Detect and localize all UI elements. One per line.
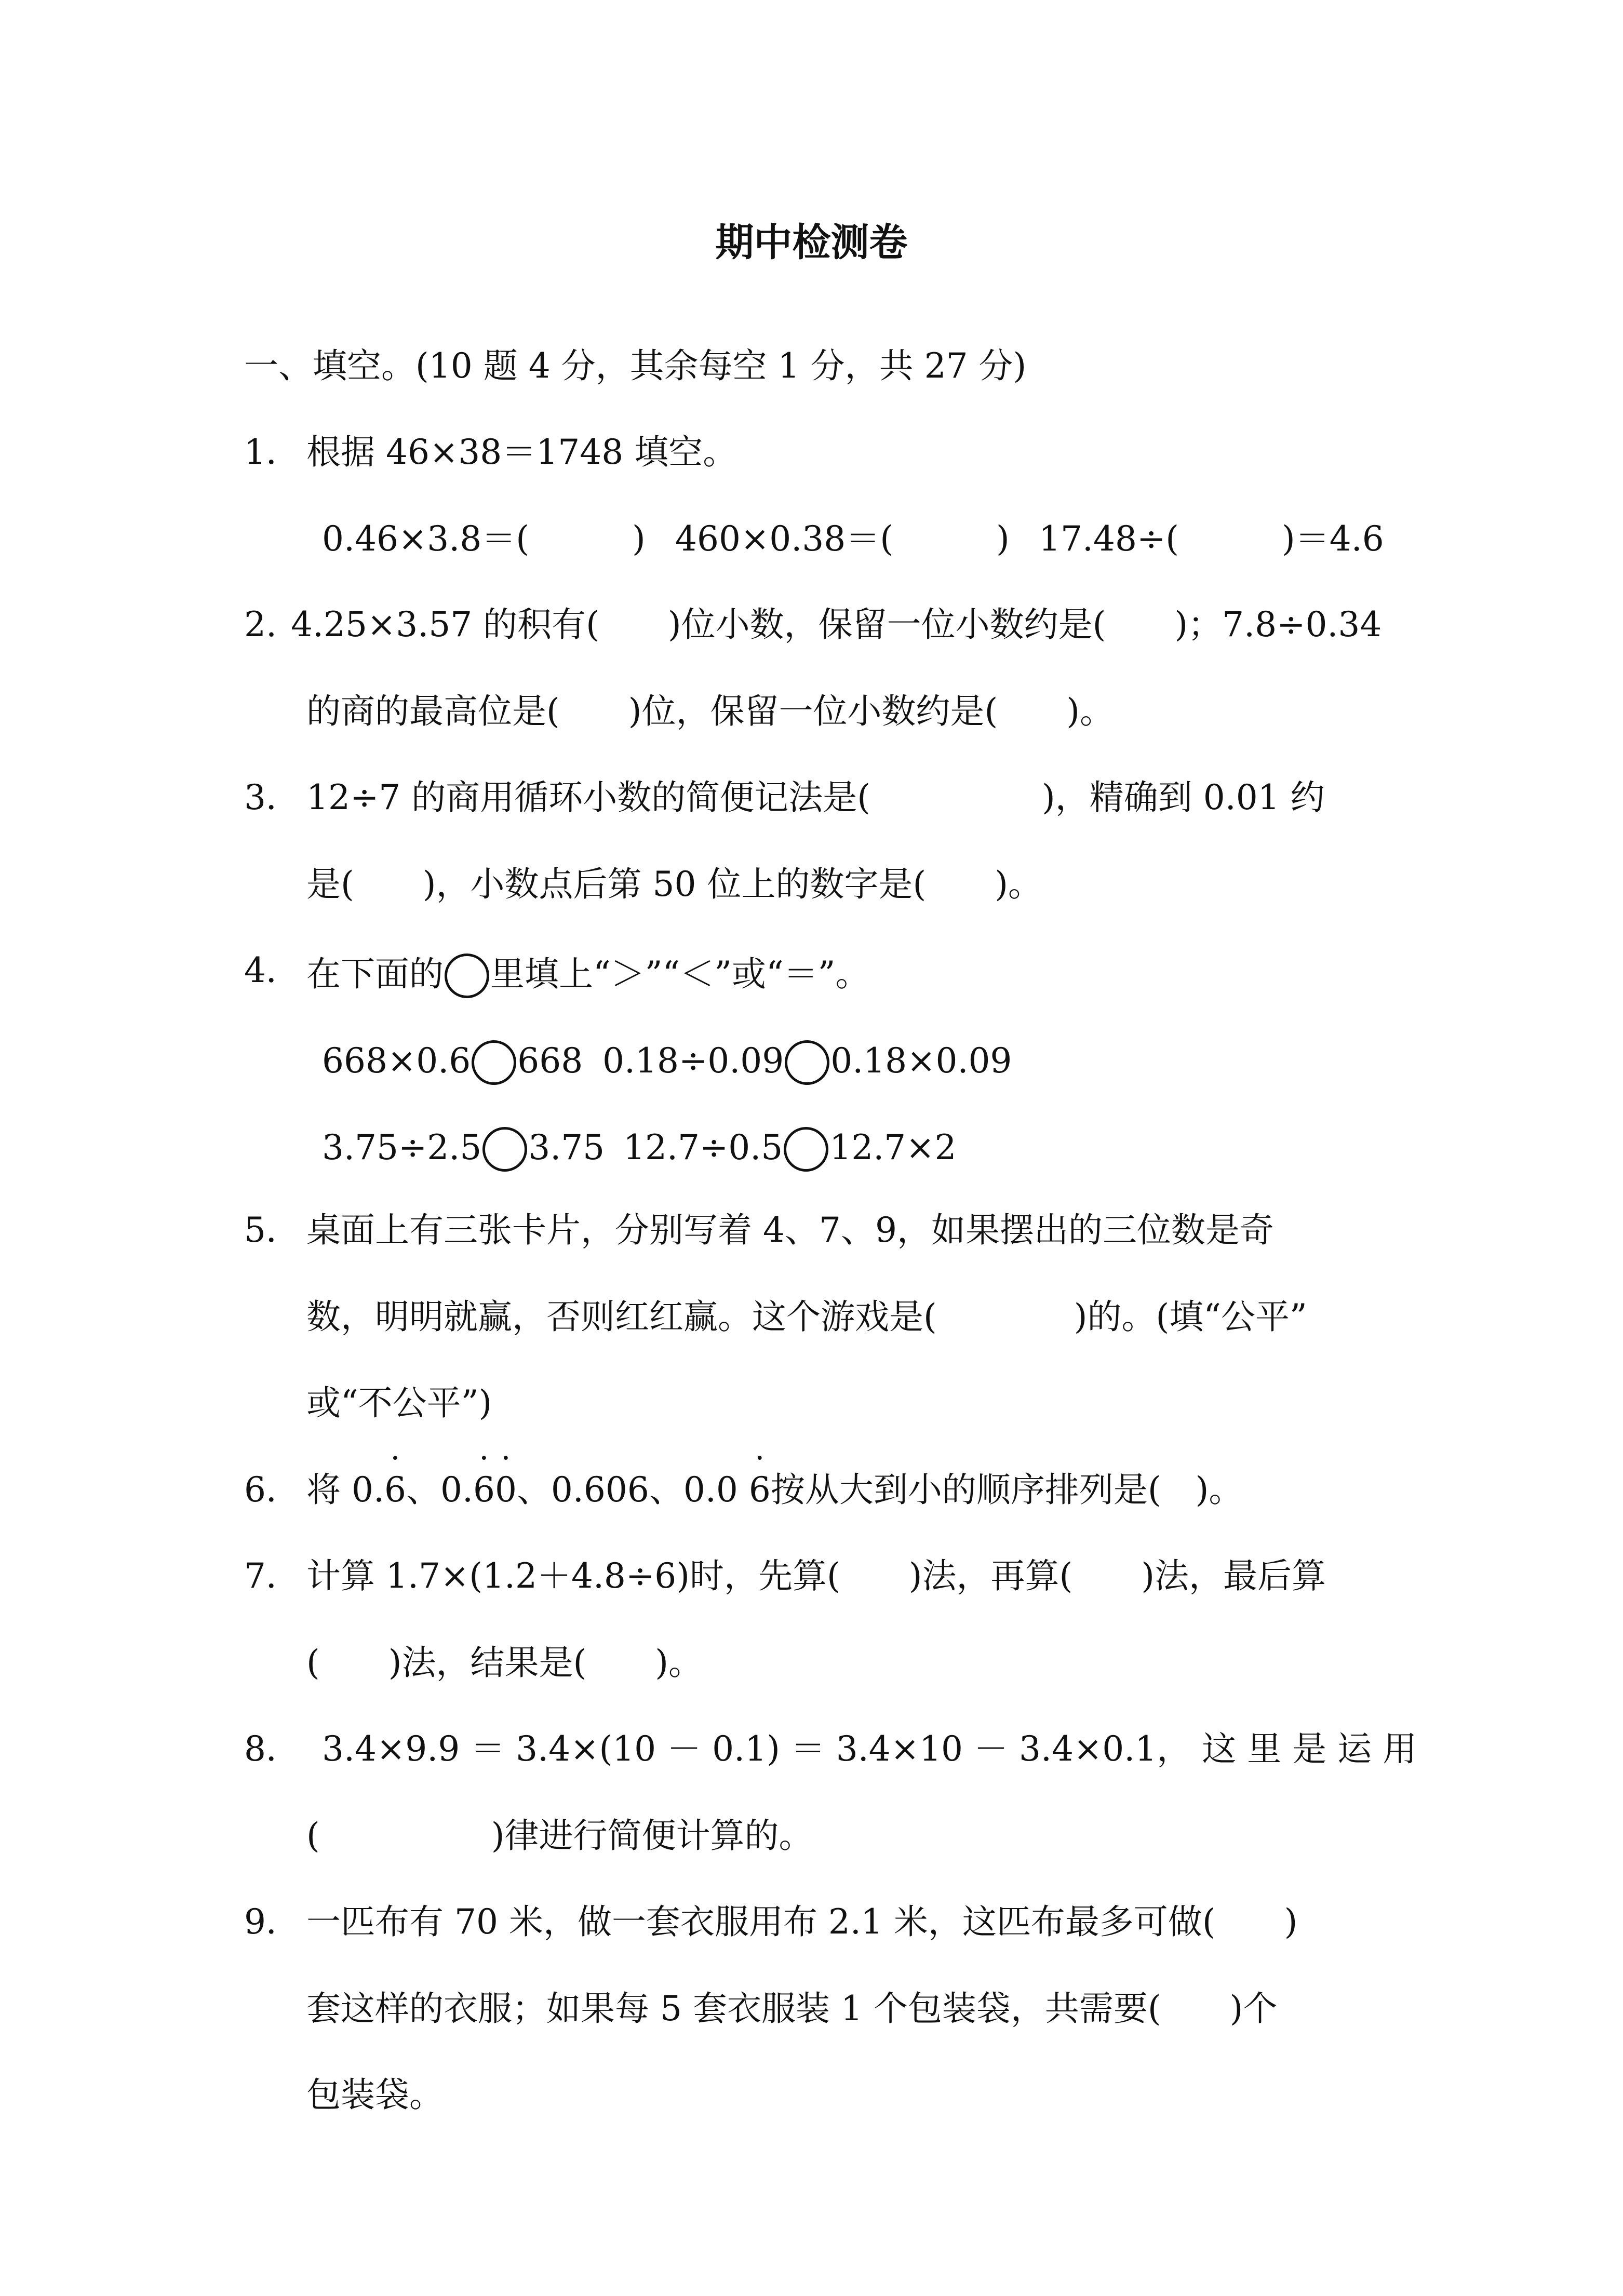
- answer-circle-icon[interactable]: [784, 1127, 828, 1172]
- q1-blank-b: 460×0.38＝( ): [675, 519, 1010, 559]
- q4-item-4: [623, 1127, 956, 1172]
- q4-stem: [306, 954, 869, 998]
- q4-stem-pre: 在下面的: [306, 954, 444, 994]
- page-title: 期中检测卷: [715, 220, 908, 265]
- q6-part-2: 、0.: [406, 1470, 473, 1510]
- q6-part-3: 、0.606、0.0: [516, 1470, 738, 1510]
- q8-line-1: 3.4×9.9 ＝ 3.4×(10 － 0.1) ＝ 3.4×10 － 3.4×0.1， 这 里 是 运 用: [322, 1729, 1417, 1769]
- q4-item-3: [322, 1127, 605, 1172]
- q8-line-2: ( )律进行简便计算的。: [306, 1816, 813, 1856]
- q7-number: 7．: [244, 1556, 300, 1596]
- q5-line-1: 桌面上有三张卡片，分别写着 4、7、9，如果摆出的三位数是奇: [306, 1210, 1274, 1250]
- q7-line-2: ( )法，结果是( )。: [306, 1643, 703, 1683]
- q9-line-1: 一匹布有 70 米，做一套衣服用布 2.1 米，这匹布最多可做( ): [306, 1902, 1298, 1942]
- q5-line-2: 数，明明就赢，否则红红赢。这个游戏是( )的。(填“公平”: [306, 1297, 1307, 1337]
- q1-blank-c: 17.48÷( )＝4.6: [1039, 519, 1384, 559]
- q4-item-3-right: 3.75: [528, 1127, 605, 1167]
- q3-line-2: 是( )，小数点后第 50 位上的数字是( )。: [306, 864, 1042, 904]
- q6-repeating-digit: · 6: [384, 1473, 406, 1507]
- q4-item-2-left: 0.18÷0.09: [602, 1041, 784, 1081]
- q4-item-4-right: 12.7×2: [829, 1127, 957, 1167]
- q2-line-2: 的商的最高位是( )位，保留一位小数约是( )。: [306, 691, 1114, 731]
- q4-item-3-left: 3.75÷2.5: [322, 1127, 482, 1167]
- q6-gap: [738, 1470, 749, 1510]
- q4-item-1: [322, 1040, 583, 1085]
- q9-line-3: 包装袋。: [306, 2075, 444, 2115]
- compare-circle-icon: [445, 954, 489, 998]
- q6-repeating-digit: · 0: [495, 1473, 517, 1507]
- q2-number: 2.: [244, 605, 277, 645]
- q6-text: [306, 1470, 1243, 1510]
- q3-number: 3．: [244, 777, 300, 817]
- q6-part-4: 按从大到小的顺序排列是( )。: [770, 1470, 1243, 1510]
- q9-line-2: 套这样的衣服；如果每 5 套衣服装 1 个包装袋，共需要( )个: [306, 1989, 1278, 2029]
- q5-number: 5．: [244, 1210, 300, 1250]
- q1-stem: 根据 46×38＝1748 填空。: [306, 432, 737, 472]
- q4-item-1-left: 668×0.6: [322, 1041, 471, 1081]
- q4-item-2-right: 0.18×0.09: [830, 1041, 1012, 1081]
- q6-part-1: 将 0.: [306, 1470, 384, 1510]
- q4-item-2: [602, 1040, 1012, 1085]
- answer-circle-icon[interactable]: [472, 1040, 516, 1085]
- q4-stem-post: 里填上“＞”“＜”或“＝”。: [490, 954, 870, 994]
- q8-number: 8．: [244, 1729, 300, 1769]
- q1-blank-a: 0.46×3.8＝( ): [322, 519, 646, 559]
- q4-item-4-left: 12.7÷0.5: [623, 1127, 783, 1167]
- q2-line-1: 4.25×3.57 的积有( )位小数，保留一位小数约是( )；7.8÷0.34: [291, 605, 1382, 645]
- q7-line-1: 计算 1.7×(1.2＋4.8÷6)时，先算( )法，再算( )法，最后算: [306, 1556, 1326, 1596]
- q9-number: 9．: [244, 1902, 300, 1942]
- answer-circle-icon[interactable]: [785, 1040, 829, 1085]
- q5-line-3: 或“不公平”): [306, 1383, 492, 1423]
- section-header: 一、填空。(10 题 4 分，其余每空 1 分，共 27 分): [244, 346, 1027, 386]
- q1-number: 1．: [244, 432, 300, 472]
- q6-number: 6．: [244, 1470, 300, 1510]
- q4-item-1-right: 668: [517, 1041, 583, 1081]
- q6-repeating-digit: · 6: [749, 1473, 771, 1507]
- q4-number: 4．: [244, 950, 300, 990]
- answer-circle-icon[interactable]: [482, 1127, 527, 1172]
- q6-repeating-digit: · 6: [473, 1473, 495, 1507]
- q3-line-1: 12÷7 的商用循环小数的简便记法是( )，精确到 0.01 约: [306, 777, 1325, 817]
